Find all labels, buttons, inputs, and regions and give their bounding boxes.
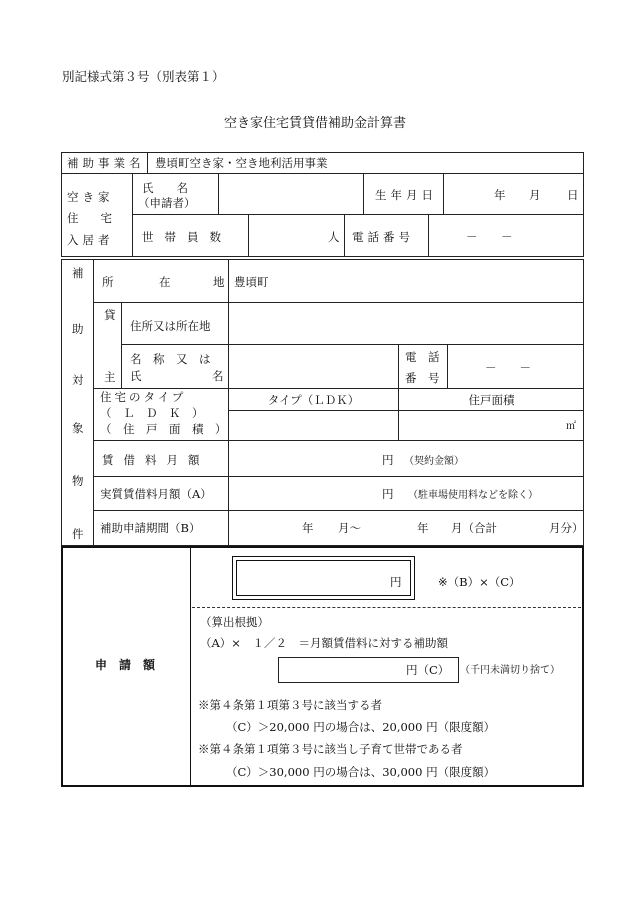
project-label: 補助事業名	[67, 156, 145, 170]
actual-rent-note: （駐車場使用料などを除く）	[408, 490, 538, 501]
application-amount-label: 申 請 額	[95, 658, 156, 672]
subsidy-c-unit: 円（C）	[406, 663, 450, 677]
lessor-phone-label-1: 電 話	[405, 350, 440, 364]
housing-type-label-3: （ 住 戸 面 積 ）	[100, 422, 227, 436]
name-field[interactable]	[219, 174, 362, 213]
property-vertical-2: 助	[72, 322, 84, 336]
location-label-b: 在	[159, 275, 171, 289]
birth-year-unit: 年	[494, 188, 506, 202]
monthly-rent-label: 賃借料月額	[102, 453, 210, 467]
birth-month-unit: 月	[529, 188, 541, 202]
lessor-name-label-2b: 名	[212, 369, 224, 383]
housing-type-label-2: （ Ｌ Ｄ Ｋ ）	[100, 406, 204, 420]
lessor-name-label-2a: 氏	[130, 369, 142, 383]
lessor-vertical-2: 主	[104, 370, 116, 384]
property-vertical-3: 対	[72, 373, 84, 387]
page-title: 空き家住宅賃貸借補助金計算書	[223, 116, 406, 131]
amount-formula: ※（B）×（C）	[438, 575, 521, 589]
actual-rent-label: 実質賃借料月額（A）	[100, 487, 212, 501]
calculation-basis-formula: （A）× １／２ ＝月額賃借料に対する補助額	[200, 636, 448, 650]
lessor-address-field[interactable]	[229, 303, 583, 344]
period-end-year: 年	[417, 521, 429, 535]
birth-day-unit: 日	[567, 188, 579, 202]
household-unit: 人	[328, 230, 340, 244]
lessor-vertical-1: 貸	[104, 308, 116, 322]
lessor-phone-value: － －	[485, 361, 531, 375]
form-reference: 別記様式第３号（別表第１）	[62, 69, 225, 84]
household-size-label: 世帯員数	[142, 230, 232, 244]
application-period-label: 補助申請期間（B）	[100, 521, 201, 535]
property-vertical-5: 物	[72, 474, 84, 488]
applicant-label: （申請者）	[138, 196, 196, 210]
period-start-year: 年	[302, 521, 314, 535]
name-label: 氏 名	[142, 181, 188, 195]
limit-note-1: ※第４条第１項第３号に該当する者	[198, 698, 382, 712]
limit-note-2: ※第４条第１項第３号に該当し子育て世帯である者	[198, 742, 463, 756]
lessor-phone-label-2: 番 号	[405, 371, 440, 385]
ldk-column-header: タイプ（ＬＤＫ）	[267, 393, 360, 407]
floor-area-column-header: 住戸面積	[468, 393, 515, 407]
lessor-name-label-1: 名 称 又 は	[130, 352, 211, 366]
period-total-months: 月分）	[549, 521, 584, 535]
birthdate-label: 生年月日	[375, 188, 437, 202]
resident-section-line3: 入居者	[67, 233, 114, 247]
location-value: 豊頃町	[234, 275, 269, 289]
limit-note-1-detail: （C）＞20,000 円の場合は、20,000 円（限度額）	[226, 720, 496, 734]
project-name: 豊頃町空き家・空き地利活用事業	[155, 156, 328, 170]
area-unit: ㎡	[566, 421, 576, 432]
period-end-month: 月（合計	[451, 521, 497, 535]
property-vertical-4: 象	[72, 421, 84, 435]
housing-type-label-1: 住宅のタイプ	[100, 390, 187, 404]
property-vertical-1: 補	[72, 266, 84, 280]
application-amount-unit: 円	[390, 575, 402, 589]
monthly-rent-note: （契約金額）	[404, 456, 464, 467]
calculation-basis-heading: （算出根拠）	[200, 615, 269, 629]
lessor-address-label: 住所又は所在地	[130, 319, 211, 333]
limit-note-2-detail: （C）＞30,000 円の場合は、30,000 円（限度額）	[226, 765, 496, 779]
location-label-c: 地	[213, 275, 225, 289]
period-start-month: 月～	[338, 521, 361, 535]
location-label-a: 所	[102, 275, 114, 289]
phone-label: 電話番号	[352, 230, 414, 244]
property-vertical-6: 件	[72, 527, 84, 541]
phone-value: － －	[466, 230, 519, 244]
resident-section-line1: 空き家	[67, 190, 114, 204]
monthly-rent-unit: 円	[382, 453, 394, 467]
resident-section-line2: 住宅	[67, 211, 134, 225]
subsidy-c-note: （千円未満切り捨て）	[460, 665, 560, 676]
actual-rent-unit: 円	[382, 487, 394, 501]
